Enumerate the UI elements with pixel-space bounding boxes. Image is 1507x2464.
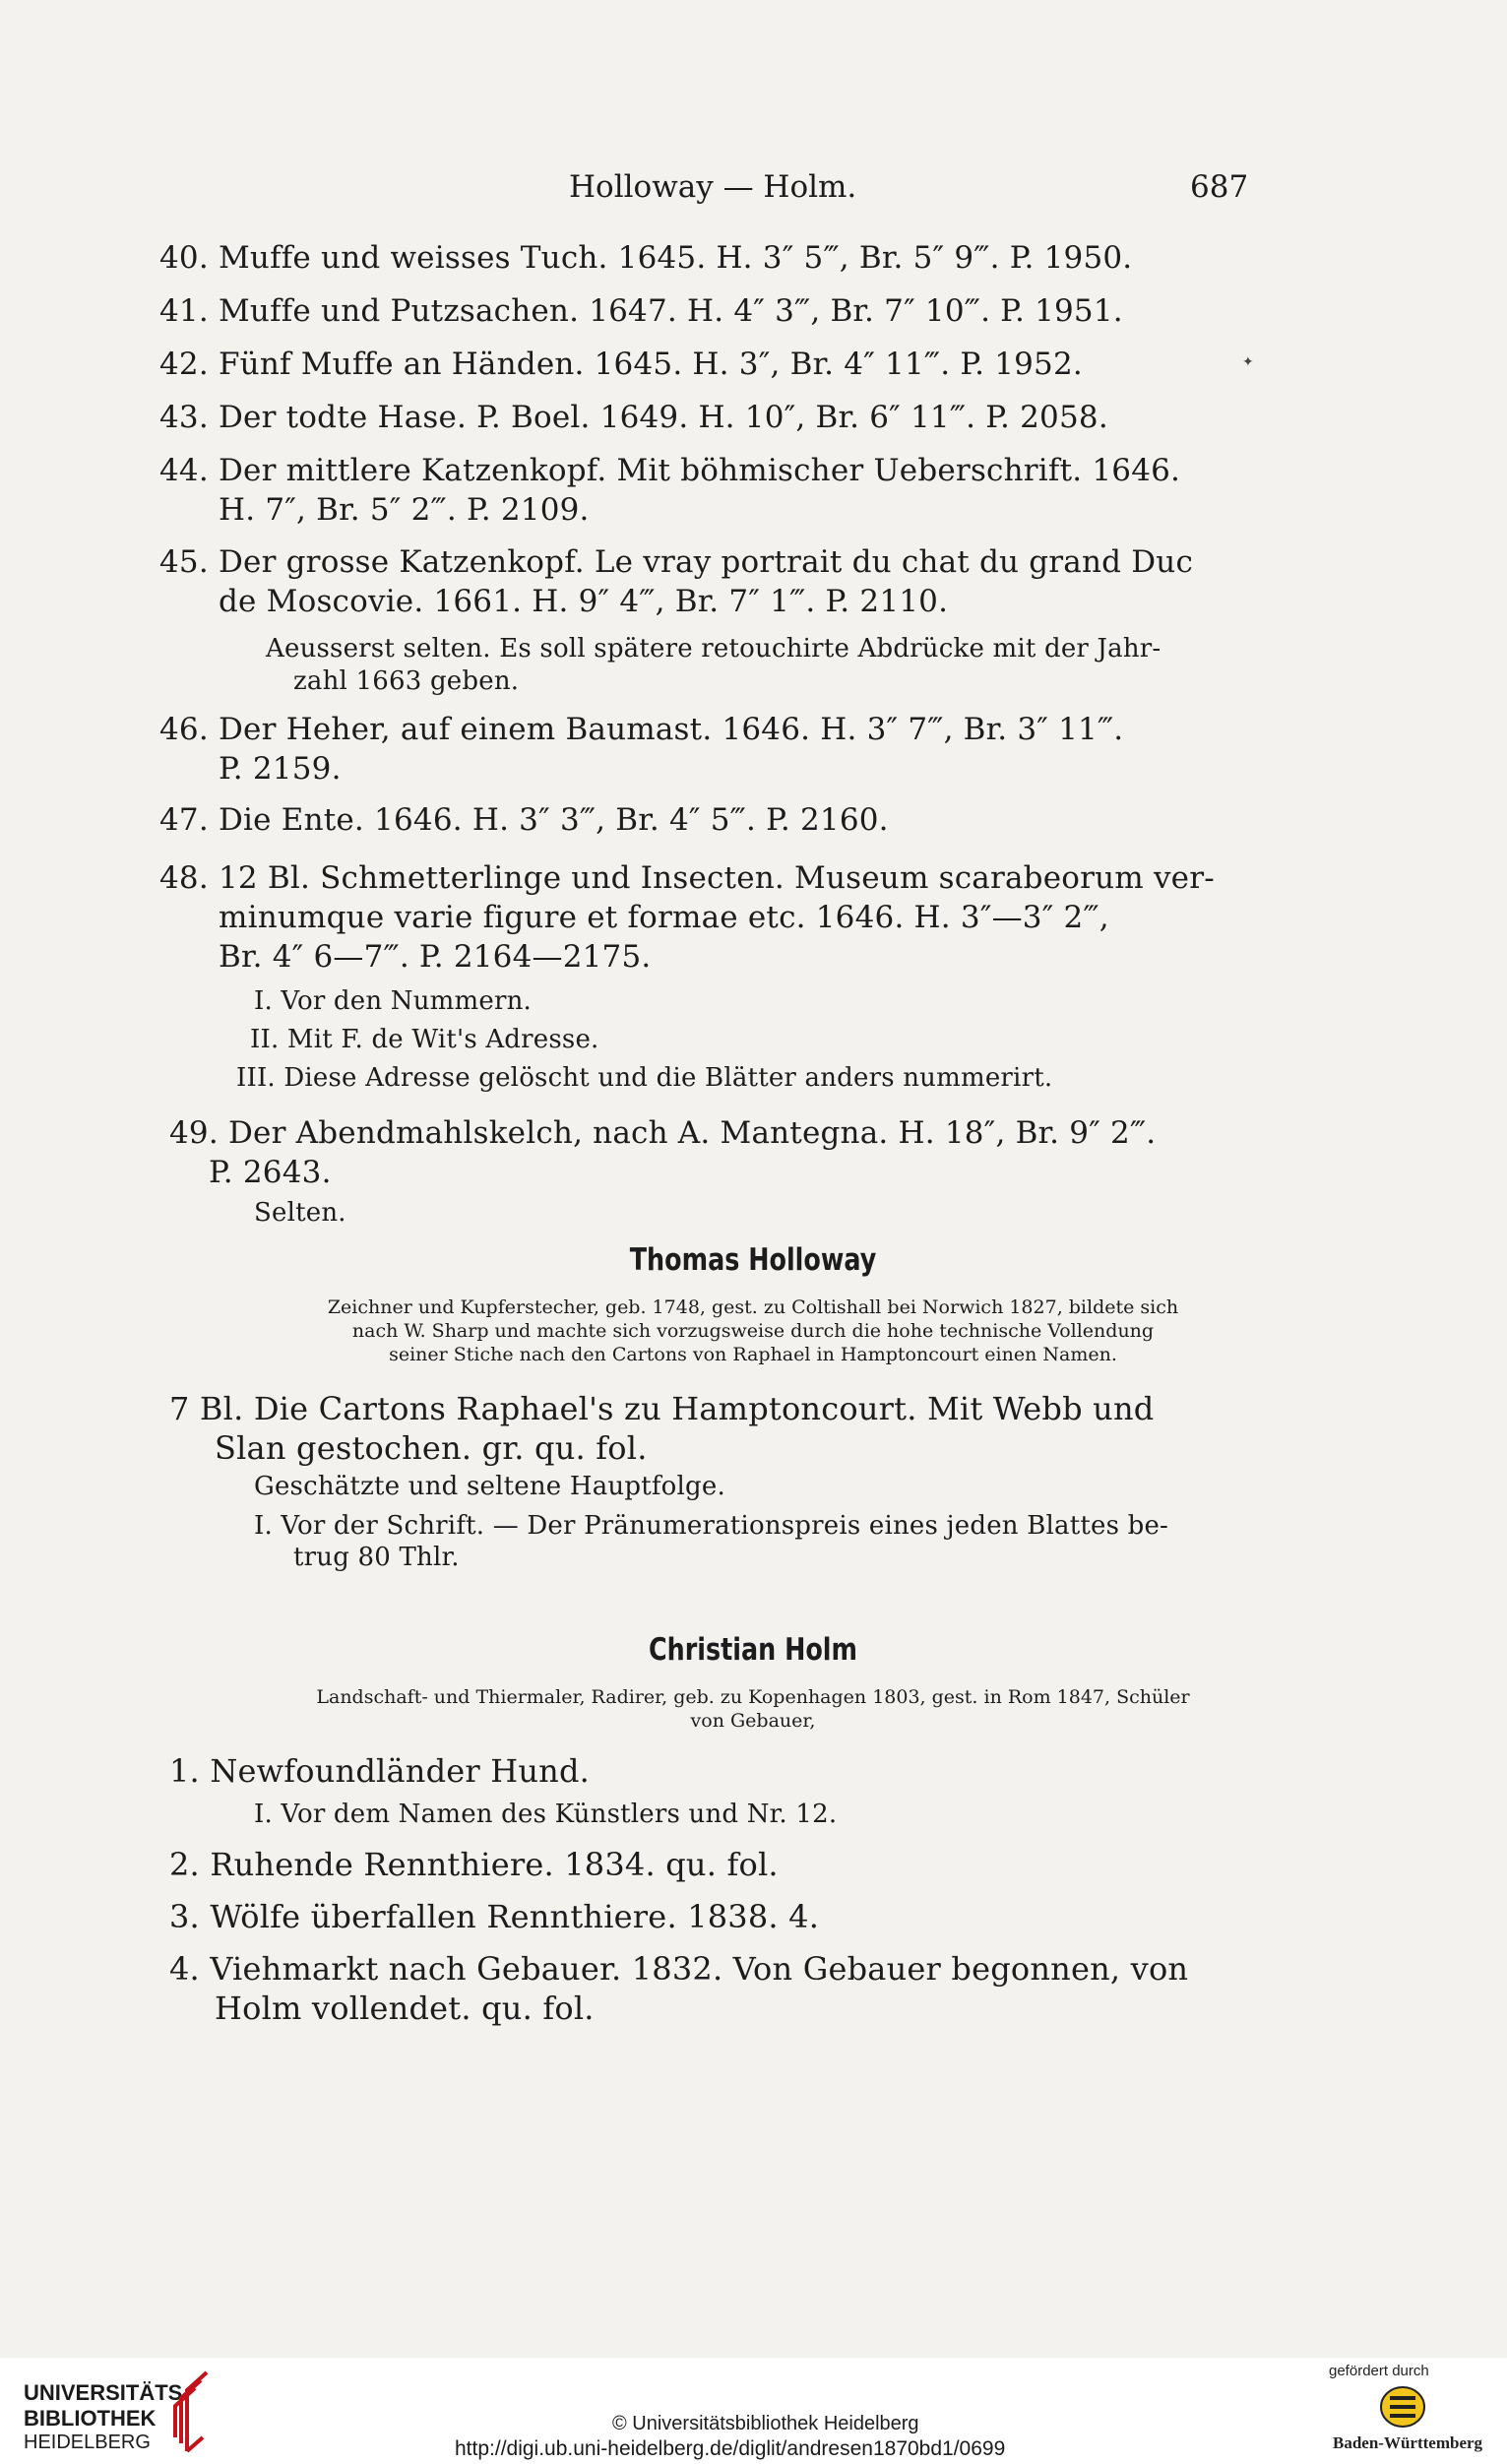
sponsor-name: Baden-Württemberg [1333, 2433, 1483, 2452]
holloway-bio-1: Zeichner und Kupferstecher, geb. 1748, gest. zu Coltishall bei Norwich 1827, bildete sich [327, 1296, 1179, 1318]
holm-entry-4-cont: Holm vollendet. qu. fol. [215, 1990, 595, 2027]
holloway-note-3: trug 80 Thlr. [293, 1543, 460, 1572]
state-48-ii: II. Mit F. de Wit's Adresse. [250, 1025, 599, 1054]
library-name-line2: BIBLIOTHEK [24, 2406, 157, 2431]
page-number: 687 [1190, 169, 1249, 205]
entry-48: 48. 12 Bl. Schmetterlinge und Insecten. Museum scarabeorum ver- [159, 860, 1215, 896]
library-emblem-icon [157, 2369, 217, 2455]
holloway-work: 7 Bl. Die Cartons Raphael's zu Hamptoncourt. Mit Webb und [169, 1390, 1155, 1427]
entry-45-cont: de Moscovie. 1661. H. 9″ 4‴, Br. 7″ 1‴. P. 2110. [219, 584, 949, 619]
entry-48-cont1: minumque varie figure et formae etc. 1646. H. 3″—3″ 2‴, [219, 900, 1109, 935]
artist-heading-holloway: Thomas Holloway [629, 1242, 877, 1278]
holloway-note-2: I. Vor der Schrift. — Der Pränumerationspreis eines jeden Blattes be- [254, 1511, 1169, 1541]
library-name-line1: UNIVERSITÄTS- [24, 2380, 190, 2405]
holloway-work-cont: Slan gestochen. gr. qu. fol. [215, 1429, 648, 1467]
running-header: Holloway — Holm. [569, 169, 857, 205]
entry-46-cont: P. 2159. [219, 751, 342, 787]
state-48-iii: III. Diese Adresse gelöscht und die Blätter anders nummerirt. [236, 1063, 1053, 1093]
library-name-line3: HEIDELBERG [24, 2432, 151, 2453]
note-45: Aeusserst selten. Es soll spätere retouchirte Abdrücke mit der Jahr- [266, 634, 1162, 663]
entry-41: 41. Muffe und Putzsachen. 1647. H. 4″ 3‴, Br. 7″ 10‴. P. 1951. [159, 293, 1123, 329]
entry-42: 42. Fünf Muffe an Händen. 1645. H. 3″, Br. 4″ 11‴. P. 1952. [159, 347, 1083, 382]
entry-47: 47. Die Ente. 1646. H. 3″ 3‴, Br. 4″ 5‴. P. 2160. [159, 802, 889, 838]
holloway-note-1: Geschätzte und seltene Hauptfolge. [254, 1472, 725, 1501]
artist-heading-holm: Christian Holm [648, 1632, 858, 1668]
copyright-text: © Universitätsbibliothek Heidelberg [612, 2413, 919, 2434]
state-48-i: I. Vor den Nummern. [254, 986, 533, 1016]
note-49: Selten. [254, 1198, 346, 1228]
entry-49: 49. Der Abendmahlskelch, nach A. Mantegna. H. 18″, Br. 9″ 2‴. [169, 1115, 1157, 1151]
entry-45: 45. Der grosse Katzenkopf. Le vray portrait du chat du grand Duc [159, 544, 1194, 580]
entry-46: 46. Der Heher, auf einem Baumast. 1646. H. 3″ 7‴, Br. 3″ 11‴. [159, 712, 1124, 747]
holm-bio-1: Landschaft- und Thiermaler, Radirer, geb. zu Kopenhagen 1803, gest. in Rom 1847, Schüler [316, 1686, 1190, 1708]
holm-note-1: I. Vor dem Namen des Künstlers und Nr. 12. [254, 1800, 838, 1829]
holm-entry-3: 3. Wölfe überfallen Rennthiere. 1838. 4. [169, 1898, 820, 1935]
entry-40: 40. Muffe und weisses Tuch. 1645. H. 3″ 5‴, Br. 5″ 9‴. P. 1950. [159, 240, 1133, 276]
note-45-cont: zahl 1663 geben. [293, 666, 520, 696]
entry-44-cont: H. 7″, Br. 5″ 2‴. P. 2109. [219, 492, 590, 528]
holm-entry-2: 2. Ruhende Rennthiere. 1834. qu. fol. [169, 1846, 779, 1883]
holloway-bio-2: nach W. Sharp und machte sich vorzugsweise durch die hohe technische Vollendung [351, 1320, 1155, 1342]
entry-48-cont2: Br. 4″ 6—7‴. P. 2164—2175. [219, 939, 652, 975]
library-logo[interactable] [24, 2365, 211, 2458]
margin-mark: ✦ [1242, 354, 1254, 370]
entry-49-cont: P. 2643. [209, 1155, 332, 1190]
holm-bio-2: von Gebauer, [690, 1710, 816, 1732]
entry-43: 43. Der todte Hase. P. Boel. 1649. H. 10″, Br. 6″ 11‴. P. 2058. [159, 400, 1108, 435]
source-url[interactable]: http://digi.ub.uni-heidelberg.de/diglit/andresen1870bd1/0699 [455, 2437, 1006, 2460]
state-coat-of-arms-icon [1378, 2384, 1427, 2430]
holm-entry-1: 1. Newfoundländer Hund. [169, 1752, 591, 1790]
holm-entry-4: 4. Viehmarkt nach Gebauer. 1832. Von Gebauer begonnen, von [169, 1950, 1189, 1988]
entry-44: 44. Der mittlere Katzenkopf. Mit böhmischer Ueberschrift. 1646. [159, 453, 1181, 488]
funded-by-label: gefördert durch [1329, 2363, 1429, 2379]
holloway-bio-3: seiner Stiche nach den Cartons von Raphael in Hamptoncourt einen Namen. [389, 1344, 1117, 1365]
